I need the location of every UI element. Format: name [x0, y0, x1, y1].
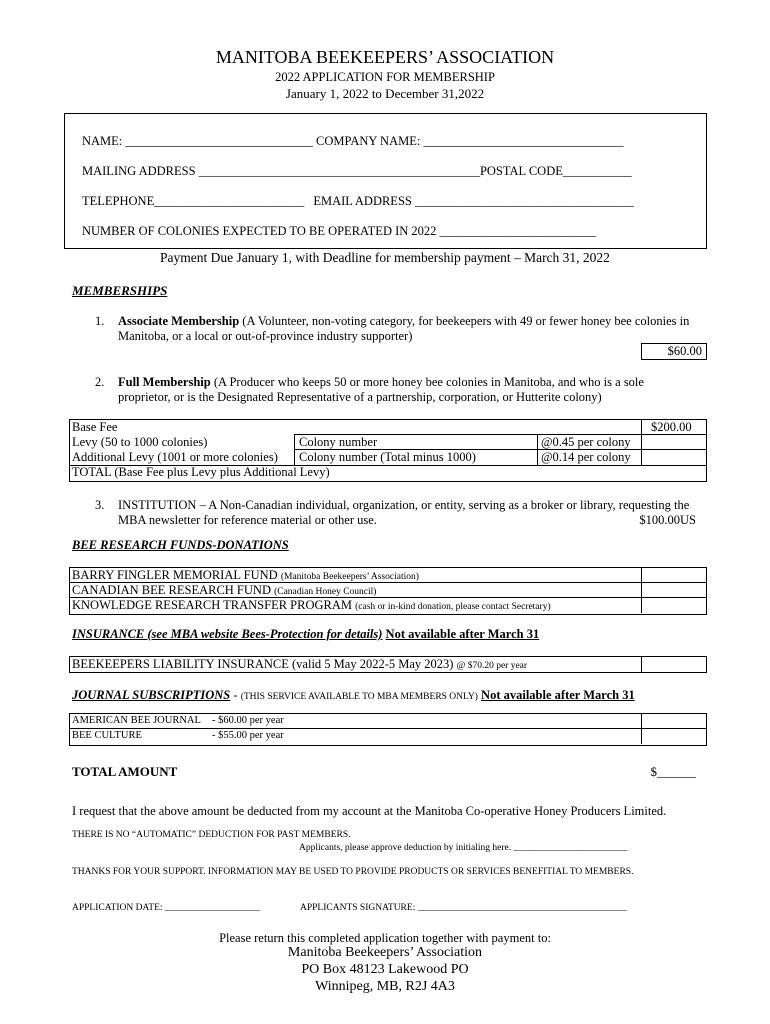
telephone-label: TELEPHONE — [82, 194, 155, 208]
total-amount-field[interactable]: $______ — [650, 764, 696, 779]
journal-name: BEE CULTURE — [72, 730, 142, 741]
levy1-colony-field[interactable]: Colony number — [299, 435, 378, 449]
insurance-heading: INSURANCE (see MBA website Bees-Protection for details) — [72, 627, 383, 641]
return-line3: Winnipeg, MB, R2J 4A3 — [315, 979, 455, 994]
insurance-price: @ $70.20 per year — [456, 661, 528, 671]
signature-row — [300, 903, 627, 913]
company-field[interactable]: ________________________________ — [423, 134, 624, 148]
name-row — [82, 134, 623, 149]
full-total-label: TOTAL (Base Fee plus Levy plus Additional Levy) — [72, 465, 330, 479]
journal-price: - $55.00 per year — [212, 730, 284, 741]
colonies-field[interactable]: _________________________ — [439, 224, 596, 238]
applicant-info-box — [64, 113, 707, 249]
postal-label: POSTAL CODE — [479, 164, 563, 178]
return-instruction: Please return this completed application together with payment to: — [219, 931, 551, 945]
telephone-row — [82, 194, 634, 209]
research-fund-name: KNOWLEDGE RESEARCH TRANSFER PROGRAM — [72, 598, 353, 612]
research-amount-field[interactable] — [642, 583, 705, 597]
institution-desc2: MBA newsletter for reference material or other use. — [118, 513, 377, 527]
mailing-label: MAILING ADDRESS — [82, 164, 196, 178]
journal-name: AMERICAN BEE JOURNAL — [72, 715, 201, 726]
associate-num: 1. — [95, 314, 105, 328]
institution-price: $100.00US — [639, 513, 696, 527]
journals-heading-row — [72, 688, 635, 703]
no-auto-deduction: THERE IS NO “AUTOMATIC” DEDUCTION FOR PAST MEMBERS. — [72, 830, 351, 840]
application-date-field[interactable]: ____________________ — [164, 903, 260, 913]
journal-amount-field[interactable] — [642, 714, 705, 728]
insurance-label: BEEKEEPERS LIABILITY INSURANCE (valid 5 May 2022-5 May 2023) — [72, 657, 454, 671]
memberships-heading: MEMBERSHIPS — [72, 283, 168, 298]
mailing-field[interactable]: _____________________________________________ — [198, 164, 480, 178]
application-date-label: APPLICATION DATE: — [72, 903, 163, 913]
deduction-request: I request that the above amount be deducted from my account at the Manitoba Co-operative Honey Producers Limited. — [72, 804, 667, 818]
telephone-field[interactable]: ________________________ — [154, 194, 305, 208]
associate-desc1: (A Volunteer, non-voting category, for beekeepers with 49 or fewer honey bee colonies in — [239, 314, 690, 328]
levy2-colony-field[interactable]: Colony number (Total minus 1000) — [299, 450, 476, 464]
levy1-rate: @0.45 per colony — [541, 435, 631, 449]
signature-field[interactable]: ____________________________________________ — [417, 903, 627, 913]
membership-period: January 1, 2022 to December 31,2022 — [285, 86, 485, 101]
research-fund-name: CANADIAN BEE RESEARCH FUND — [72, 583, 271, 597]
levy2-rate: @0.14 per colony — [541, 450, 631, 464]
postal-field[interactable]: ___________ — [562, 164, 632, 178]
total-amount-label: TOTAL AMOUNT — [72, 764, 178, 779]
return-line2: PO Box 48123 Lakewood PO — [301, 962, 469, 977]
research-fund-note: (cash or in-kind donation, please contact Secretary) — [355, 602, 551, 612]
research-amount-field[interactable] — [642, 598, 705, 612]
journals-note: (THIS SERVICE AVAILABLE TO MBA MEMBERS ONLY) — [240, 692, 478, 702]
journals-heading: JOURNAL SUBSCRIPTIONS — [72, 688, 231, 702]
research-fund-note: (Canadian Honey Council) — [274, 587, 377, 597]
research-row — [72, 583, 376, 598]
levy2-label: Additional Levy (1001 or more colonies) — [72, 450, 278, 464]
company-label: COMPANY NAME: — [316, 134, 421, 148]
signature-label: APPLICANTS SIGNATURE: — [300, 903, 416, 913]
full-title: Full Membership — [118, 375, 211, 389]
research-row — [72, 568, 419, 583]
research-fund-note: (Manitoba Beekeepers’ Association) — [280, 572, 419, 582]
full-num: 2. — [95, 375, 105, 389]
institution-num: 3. — [95, 498, 105, 512]
insurance-deadline: Not available after March 31 — [385, 627, 540, 641]
full-desc1: (A Producer who keeps 50 or more honey bee colonies in Manitoba, and who is a sole — [210, 375, 644, 389]
journal-amount-field[interactable] — [642, 729, 705, 743]
insurance-row — [72, 657, 527, 672]
research-heading: BEE RESEARCH FUNDS-DONATIONS — [72, 538, 289, 552]
org-title: MANITOBA BEEKEEPERS’ ASSOCIATION — [215, 47, 555, 67]
colonies-row — [82, 224, 596, 239]
institution-desc1: INSTITUTION – A Non-Canadian individual, organization, or entity, serving as a broker or library, requesting the — [118, 498, 690, 512]
research-row — [72, 598, 551, 613]
name-label: NAME: — [82, 134, 123, 148]
email-field[interactable]: ___________________________________ — [414, 194, 634, 208]
application-subtitle: 2022 APPLICATION FOR MEMBERSHIP — [275, 70, 495, 84]
base-fee-label: Base Fee — [72, 420, 118, 434]
approve-deduction-initial[interactable]: Applicants, please approve deduction by initialing here. ________________________ — [299, 843, 628, 853]
colonies-label: NUMBER OF COLONIES EXPECTED TO BE OPERATED IN 2022 — [82, 224, 437, 238]
journals-dash: - — [230, 688, 241, 702]
insurance-heading-row — [72, 627, 539, 642]
levy1-label: Levy (50 to 1000 colonies) — [72, 435, 208, 449]
associate-title: Associate Membership — [118, 314, 240, 328]
research-amount-field[interactable] — [642, 568, 705, 582]
return-line1: Manitoba Beekeepers’ Association — [287, 945, 483, 960]
research-fund-name: BARRY FINGLER MEMORIAL FUND — [72, 568, 278, 582]
insurance-amount-field[interactable] — [642, 657, 705, 671]
mailing-row — [82, 164, 632, 179]
base-fee-price: $200.00 — [651, 420, 692, 434]
journal-price: - $60.00 per year — [212, 715, 284, 726]
associate-price-box — [641, 343, 707, 360]
full-desc2: proprietor, or is the Designated Representative of a partnership, corporation, or Hutterite colony) — [118, 390, 602, 404]
associate-desc2: Manitoba, or a local or out-of-province industry supporter) — [118, 329, 413, 343]
payment-due: Payment Due January 1, with Deadline for membership payment – March 31, 2022 — [160, 250, 610, 265]
name-field[interactable]: ______________________________ — [125, 134, 313, 148]
full-desc-line1 — [118, 375, 644, 390]
application-date-row — [72, 903, 260, 913]
email-label: EMAIL ADDRESS — [313, 194, 412, 208]
thanks-note: THANKS FOR YOUR SUPPORT. INFORMATION MAY BE USED TO PROVIDE PRODUCTS OR SERVICES BENEFITIAL TO MEMBERS. — [72, 867, 634, 877]
associate-desc-line1 — [118, 314, 689, 329]
journals-deadline: Not available after March 31 — [481, 688, 635, 702]
associate-price: $60.00 — [667, 344, 702, 358]
